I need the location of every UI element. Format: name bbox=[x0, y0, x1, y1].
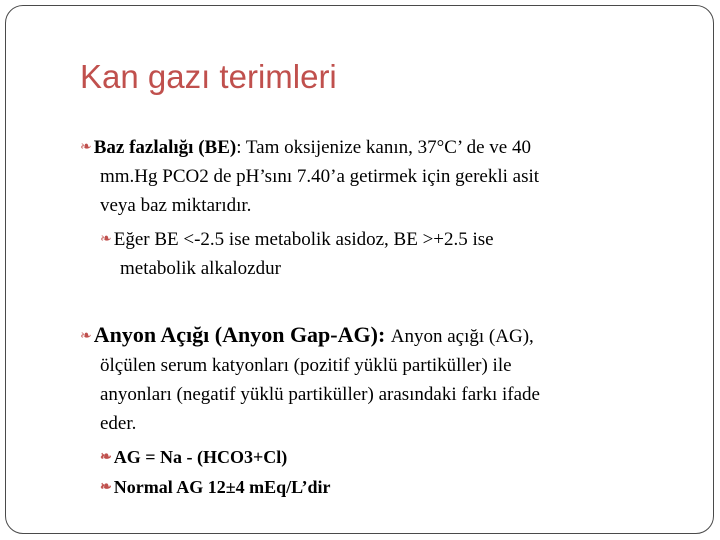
paragraph-normal-ag bbox=[100, 473, 330, 502]
bullet-icon: ❧ bbox=[100, 232, 112, 247]
bullet-icon: ❧ bbox=[80, 329, 92, 344]
term-base-excess: Baz fazlalığı (BE) bbox=[93, 137, 237, 158]
anion-gap-line-2: ölçülen serum katyonları (pozitif yüklü partiküller) ile bbox=[100, 355, 512, 376]
ag-formula-text: AG = Na - (HCO3+Cl) bbox=[113, 447, 288, 467]
base-excess-line-1: : Tam oksijenize kanın, 37°C’ de ve 40 bbox=[236, 137, 531, 158]
be-interpretation-line-2: metabolik alkalozdur bbox=[120, 258, 281, 279]
bullet-icon: ❧ bbox=[100, 480, 112, 495]
base-excess-line-3: veya baz miktarıdır. bbox=[100, 195, 252, 216]
slide-title: Kan gazı terimleri bbox=[80, 58, 337, 95]
anion-gap-line-4: eder. bbox=[100, 413, 137, 434]
paragraph-be-interpretation bbox=[100, 225, 680, 283]
paragraph-anion-gap bbox=[80, 320, 700, 438]
bullet-icon: ❧ bbox=[100, 450, 112, 465]
term-anion-gap: Anyon Açığı (Anyon Gap-AG): bbox=[93, 322, 391, 347]
paragraph-ag-formula bbox=[100, 443, 287, 472]
anion-gap-line-3: anyonları (negatif yüklü partiküller) arasındaki farkı ifade bbox=[100, 384, 540, 405]
be-interpretation-line-1: Eğer BE <-2.5 ise metabolik asidoz, BE >+2.5 ise bbox=[113, 229, 494, 250]
bullet-icon: ❧ bbox=[80, 140, 92, 155]
normal-ag-text: Normal AG 12±4 mEq/L’dir bbox=[113, 477, 331, 497]
base-excess-line-2: mm.Hg PCO2 de pH’sını 7.40’a getirmek için gerekli asit bbox=[100, 166, 540, 187]
paragraph-base-excess bbox=[80, 133, 680, 220]
anion-gap-line-1: Anyon açığı (AG), bbox=[390, 326, 534, 347]
